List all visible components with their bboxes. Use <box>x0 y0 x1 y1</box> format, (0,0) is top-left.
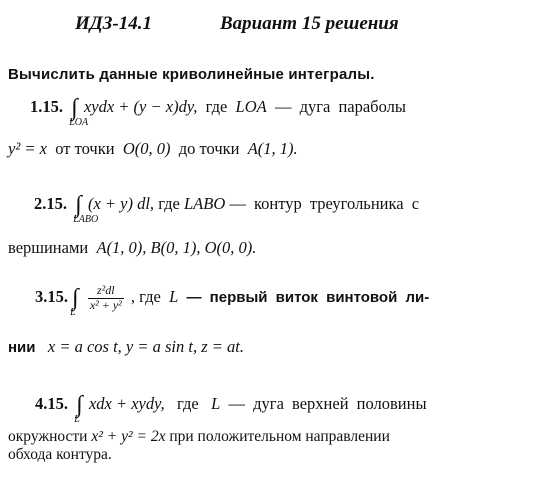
line-word: нии <box>8 339 36 356</box>
contour-description: — контур треугольника с <box>229 194 420 213</box>
problem-3-line-2 <box>8 337 244 357</box>
integrand-fraction <box>88 284 124 313</box>
problem-4-line-1 <box>35 392 427 425</box>
vertices: A(1, 0), B(0, 1), O(0, 0). <box>96 238 257 257</box>
integral-sign: ∫ LOA <box>69 95 89 128</box>
integral-sign: ∫ LABO <box>73 192 99 225</box>
word-where: где <box>205 97 228 116</box>
integral-sign: ∫ L <box>70 285 79 319</box>
problem-1-line-2 <box>8 139 298 159</box>
helix-equations: x = a cos t, y = a sin t, z = at. <box>47 337 244 356</box>
problem-number: 4.15. <box>35 394 68 413</box>
integrand: (x + y) dl, <box>87 194 155 213</box>
curve-name: L <box>211 394 221 413</box>
circle-equation: x² + y² = 2x <box>91 428 166 445</box>
integrand: xydx + (y − x)dy, <box>83 97 198 116</box>
integral-subscript: LABO <box>73 214 99 225</box>
end-point: A(1, 1). <box>247 139 298 158</box>
problem-4-line-2 <box>8 428 390 446</box>
problem-number: 1.15. <box>30 97 63 116</box>
word-where: , где <box>130 287 161 307</box>
integral-sign: ∫ L <box>74 392 83 425</box>
from-point-label: от точки <box>55 139 115 158</box>
curve-description: — дуга параболы <box>274 97 406 116</box>
integral-subscript: LOA <box>69 117 89 128</box>
parabola-equation: y² = x <box>8 139 47 158</box>
fraction-denominator: x² + y² <box>89 297 122 312</box>
integral-subscript: L <box>74 414 80 425</box>
task-heading: Вычислить данные криволинейные интегралы. <box>8 66 375 83</box>
circle-word: окружности <box>8 428 88 445</box>
problem-3-line-1 <box>35 283 430 319</box>
word-where: где <box>158 194 180 213</box>
problem-1-line-1 <box>30 95 406 128</box>
start-point: O(0, 0) <box>122 139 171 158</box>
fraction-numerator: z²dl <box>88 284 124 299</box>
problem-2-line-2 <box>8 238 256 258</box>
contour-name: LABO <box>183 194 226 213</box>
problem-number: 2.15. <box>34 194 67 213</box>
contour-traverse-text: обхода контура. <box>8 446 112 463</box>
problem-number: 3.15. <box>35 287 68 307</box>
curve-description: — первый виток винтовой ли- <box>186 289 430 307</box>
to-point-label: до точки <box>178 139 240 158</box>
problem-2-line-1 <box>34 192 420 225</box>
integrand: xdx + xydy, <box>88 394 165 413</box>
integral-subscript: L <box>70 307 76 319</box>
problem-4-line-3 <box>8 446 112 464</box>
direction-text: при положительном направлении <box>169 428 390 445</box>
vertices-label: вершинами <box>8 238 89 257</box>
variant-title: Вариант 15 решения <box>220 13 399 34</box>
word-where: где <box>177 394 199 413</box>
curve-name: L <box>169 287 179 307</box>
curve-description: — дуга верхней половины <box>228 394 427 413</box>
document-id: ИДЗ-14.1 <box>75 13 153 34</box>
curve-name: LOA <box>235 97 267 116</box>
